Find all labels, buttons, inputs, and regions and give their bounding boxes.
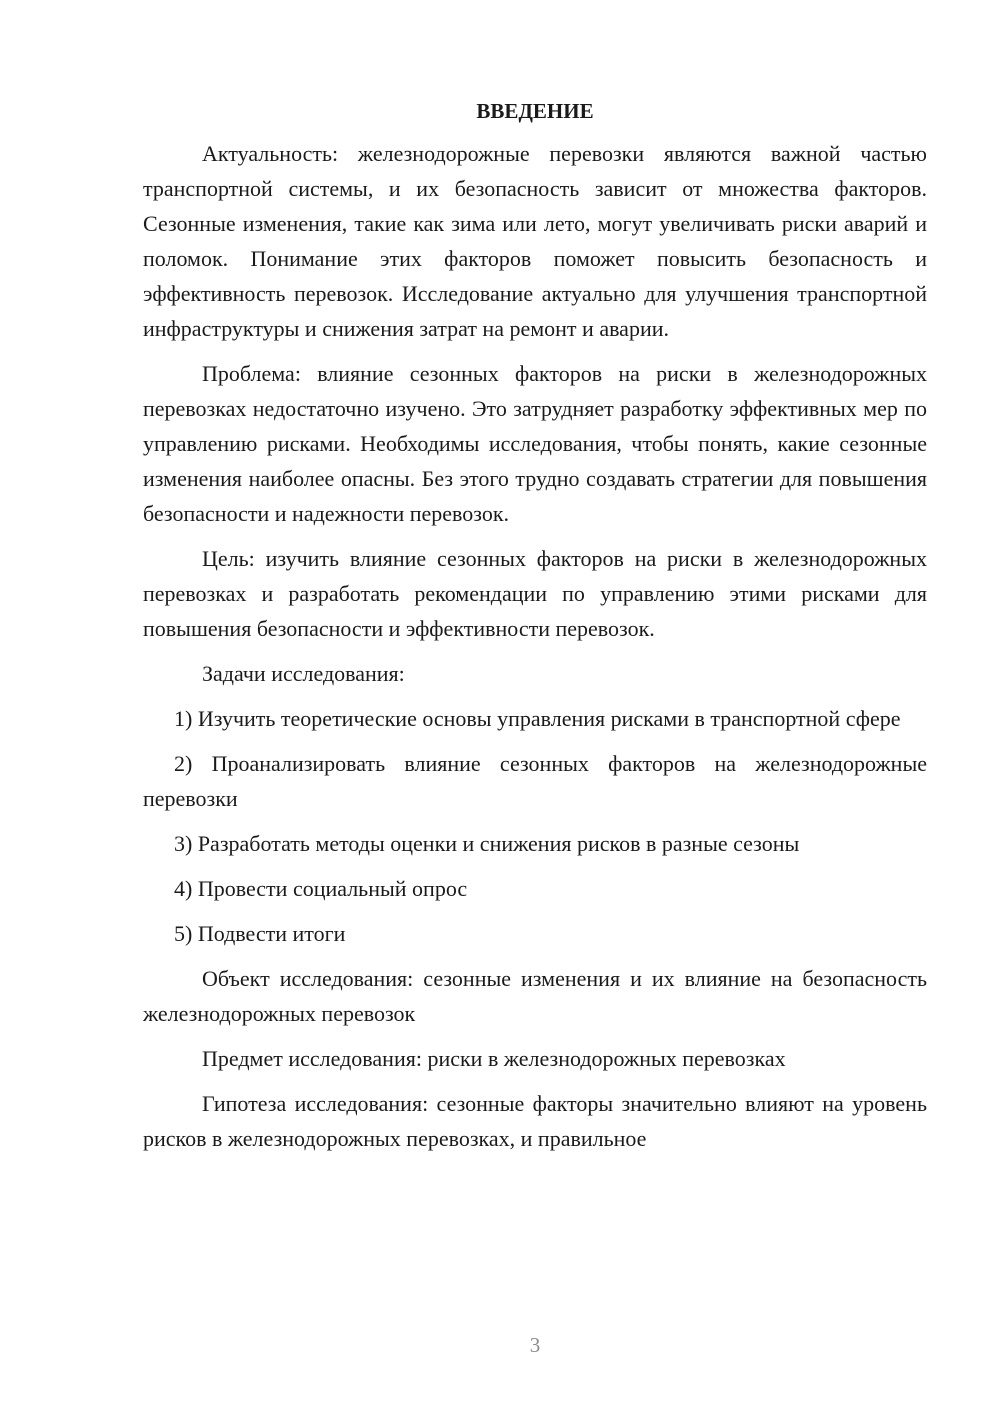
task-item-4: 4) Провести социальный опрос — [174, 876, 468, 901]
task-item-3: 3) Разработать методы оценки и снижения рисков в разные сезоны — [174, 831, 800, 856]
paragraph-subject: Предмет исследования: риски в железнодорожных перевозках — [202, 1046, 786, 1071]
task-item-2: 2) Проанализировать влияние сезонных факторов на железнодорожные перевозки — [143, 751, 927, 811]
task-item-5: 5) Подвести итоги — [174, 921, 346, 946]
page-number: 3 — [529, 1333, 541, 1357]
page-content — [143, 94, 927, 1166]
task-item-1: 1) Изучить теоретические основы управления рисками в транспортной сфере — [174, 706, 901, 731]
section-title: ВВЕДЕНИЕ — [476, 99, 594, 123]
paragraph-object: Объект исследования: сезонные изменения и их влияние на безопасность железнодорожных перевозок — [143, 966, 927, 1026]
paragraph-hypothesis: Гипотеза исследования: сезонные факторы значительно влияют на уровень рисков в железнодорожных перевозках, и правильное — [143, 1091, 927, 1151]
paragraph-goal: Цель: изучить влияние сезонных факторов на риски в железнодорожных перевозках и разработать рекомендации по управлению этими рисками для повышения безопасности и эффективности перевозок. — [143, 546, 927, 641]
paragraph-tasks-heading: Задачи исследования: — [202, 661, 405, 686]
paragraph-relevance: Актуальность: железнодорожные перевозки являются важной частью транспортной системы, и их безопасность зависит от множества факторов. Сезонные изменения, такие как зима или лето, могут увеличивать риски аварий и поломок. Понимание этих факторов поможет повысить безопасность и эффективность перевозок. Исследование актуально для улучшения транспортной инфраструктуры и снижения затрат на ремонт и аварии. — [143, 141, 927, 341]
paragraph-problem: Проблема: влияние сезонных факторов на риски в железнодорожных перевозках недостаточно изучено. Это затрудняет разработку эффективных мер по управлению рисками. Необходимы исследования, чтобы понять, какие сезонные изменения наиболее опасны. Без этого трудно создавать стратегии для повышения безопасности и надежности перевозок. — [143, 361, 927, 526]
